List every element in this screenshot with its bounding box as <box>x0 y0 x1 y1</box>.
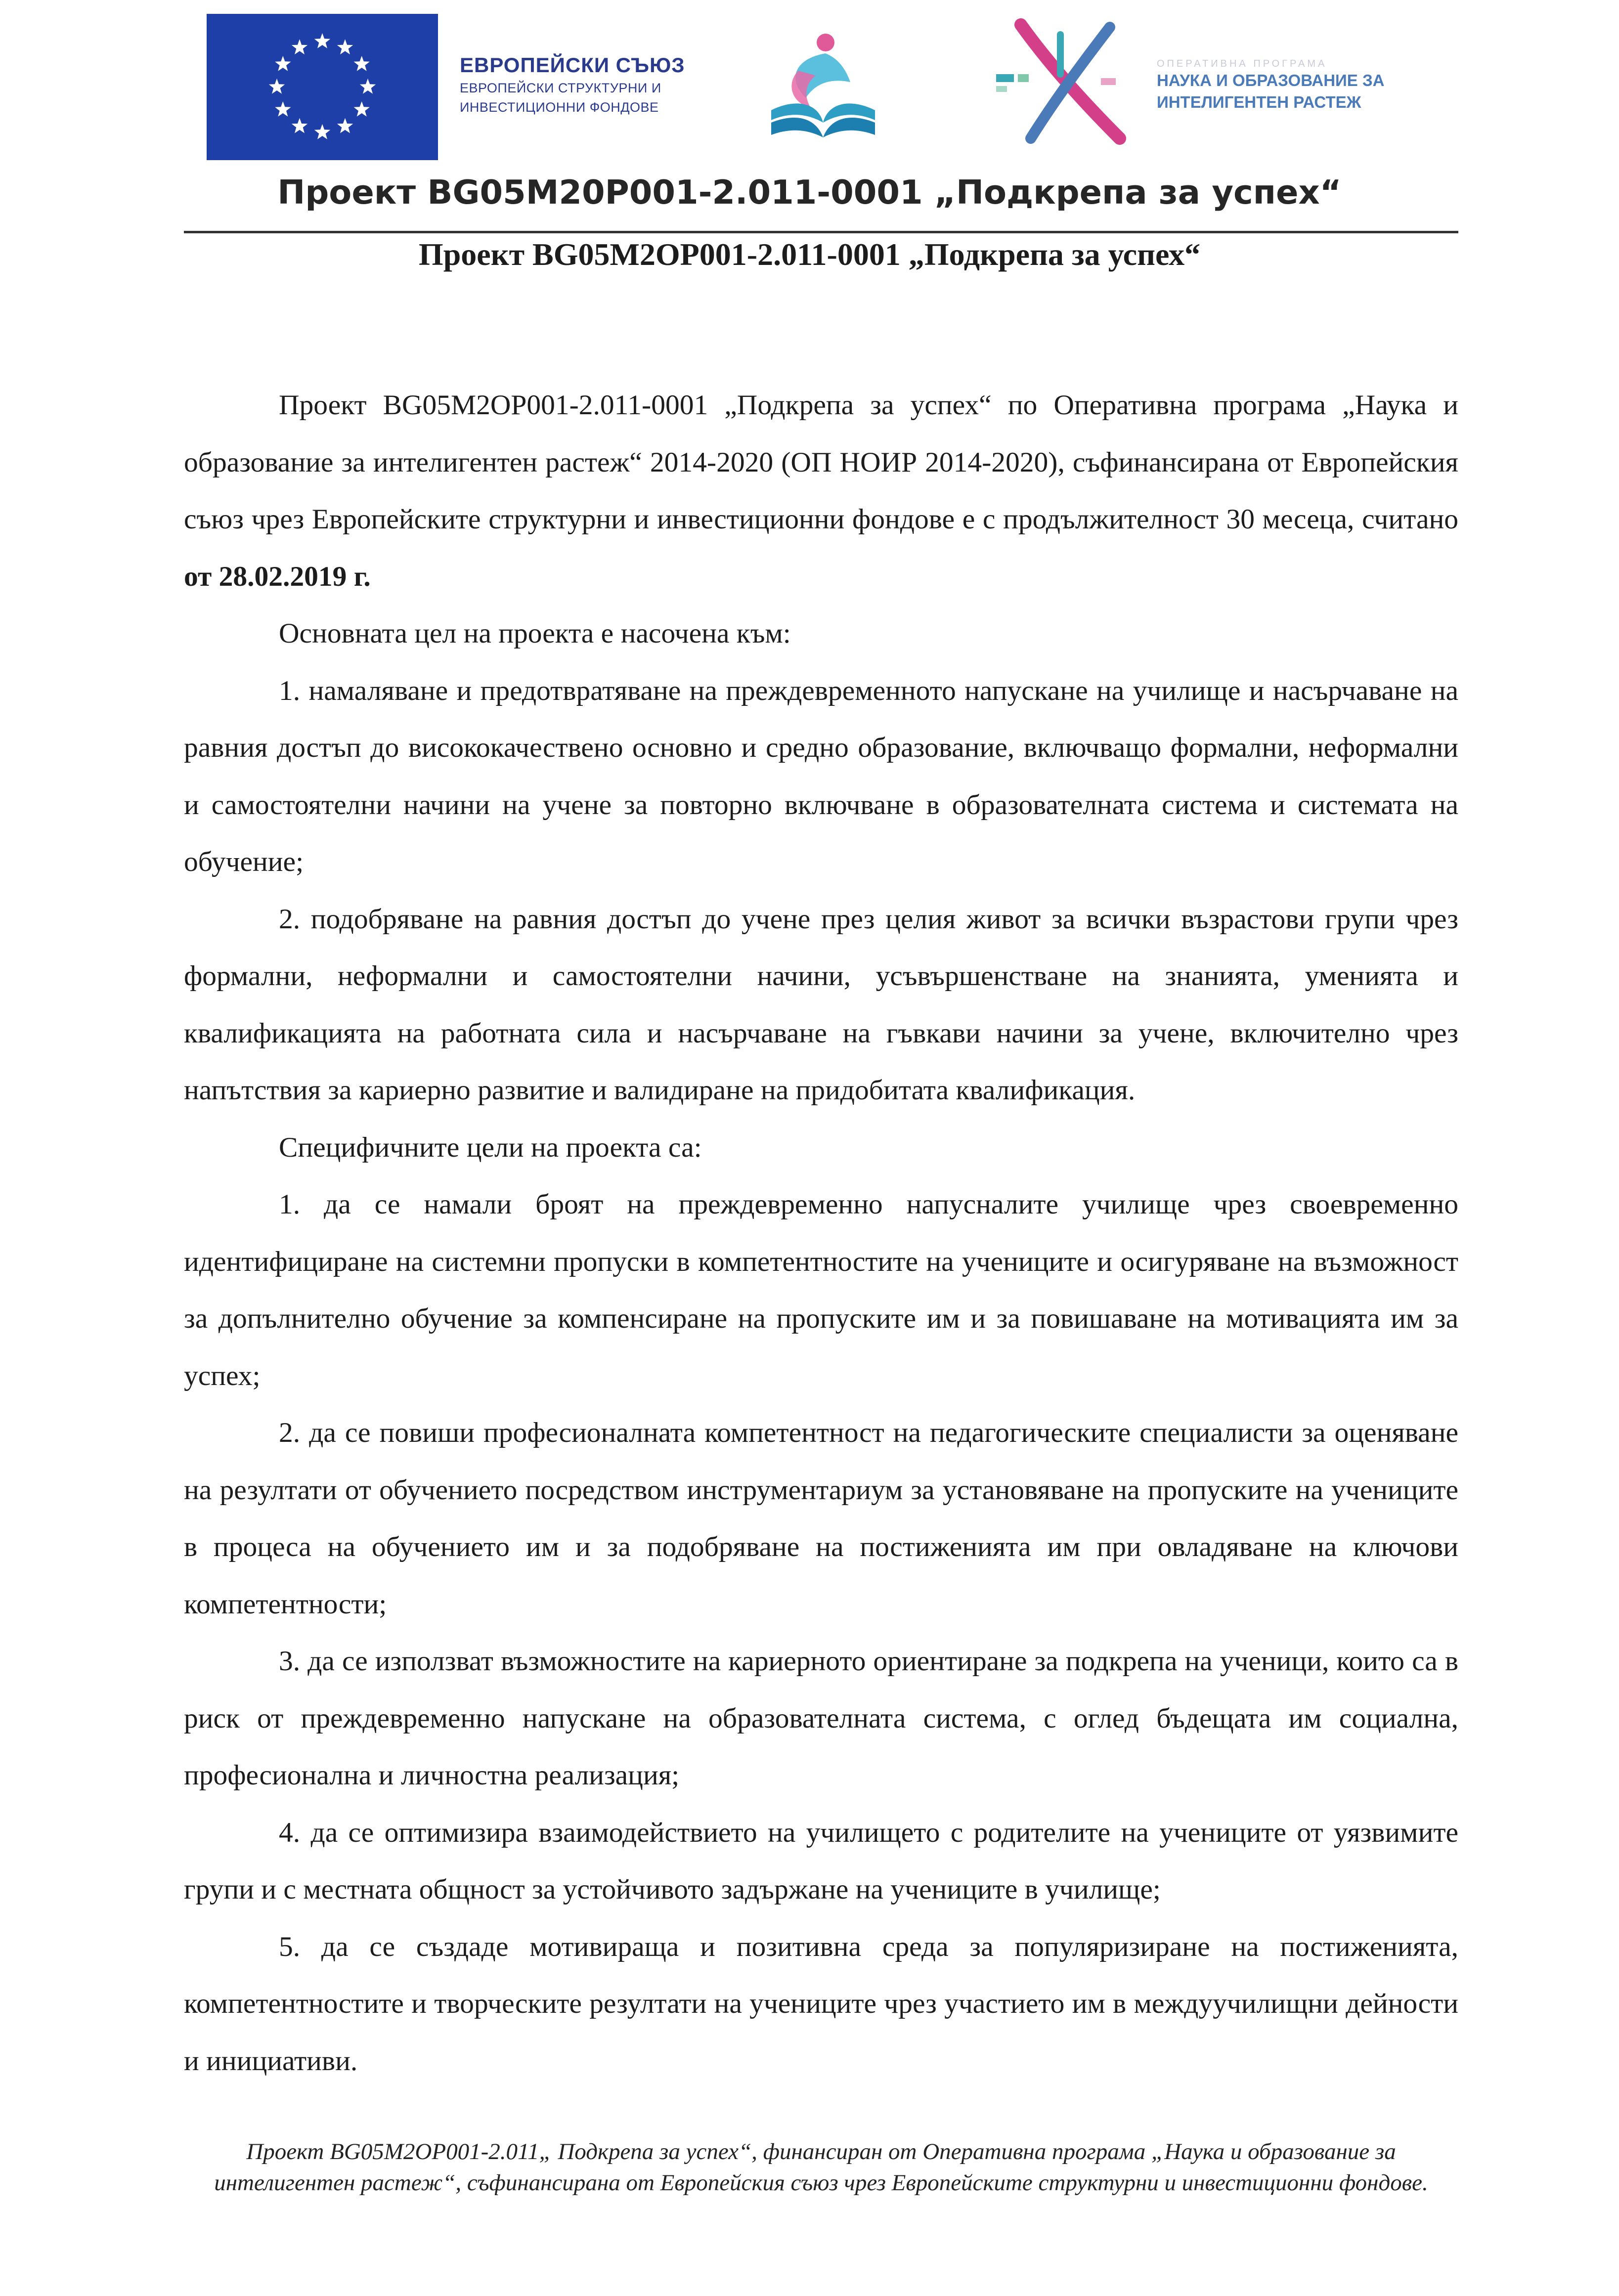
intro-paragraph <box>184 377 1458 605</box>
main-goal-item: 2. подобряване на равния достъп до учене през целия живот за всички възрастови групи чрез формални, неформални и самостоятелни начини, усъвършенстване на знанията, уменията и квалификацията на работната сила и насърчаване на гъвкави начини за учене, включително чрез напътствия за кариерно развитие и валидиране на придобитата квалификация. <box>184 903 1458 1106</box>
intro-date: от 28.02.2019 г. <box>184 561 371 592</box>
header-project-title: Проект BG05M20P001-2.011-0001 „Подкрепа за успех“ <box>277 173 1342 212</box>
intro-text: Проект BG05M2OP001-2.011-0001 „Подкрепа за успех“ по Оперативна програма „Наука и образование за интелигентен растеж“ 2014-2020 (ОП НОИР 2014-2020), съфинансирана от Европейския съюз чрез Европейските структурни и инвестиционни фондове е с продължителност 30 месеца, считано <box>184 390 1458 535</box>
specific-goals-heading: Специфичните цели на проекта са: <box>279 1131 702 1163</box>
document-title: Проект BG05M2OP001-2.011-0001 „Подкрепа за успех“ <box>418 237 1201 272</box>
eu-flag-logo <box>207 14 438 160</box>
eu-logo-text <box>460 53 685 116</box>
main-goal-heading: Основната цел на проекта е насочена към: <box>279 618 791 649</box>
eu-subtitle-2: ИНВЕСТИЦИОННИ ФОНДОВЕ <box>460 100 659 115</box>
specific-goal-item: 4. да се оптимизира взаимодействието на училището с родителите на учениците от уязвимите групи и с местната общност за устойчивото задържане на учениците в училище; <box>184 1817 1458 1905</box>
page-footer: Проект BG05M2OP001-2.011„ Подкрепа за успех“, финансиран от Оперативна програма „Наука и образование за интелигентен растеж“, съфинансирана от Европейския съюз чрез Европейските структурни и инвестиционни фондове. <box>214 2139 1428 2196</box>
book-person-logo-icon <box>751 24 895 157</box>
specific-goal-item: 1. да се намали броят на преждевременно напусналите училище чрез своевременно идентифициране на системни пропуски в компетентностите на учениците и осигуряване на възможност за допълнително обучение за компенсиране на пропуските им и за повишаване на мотивацията им за успех; <box>184 1189 1458 1391</box>
op-top-line: ОПЕРАТИВНА ПРОГРАМА <box>1157 58 1327 69</box>
op-science-education-logo-icon <box>986 15 1144 153</box>
specific-goal-item: 5. да се създаде мотивираща и позитивна среда за популяризиране на постиженията, компетентностите и творческите резултати на учениците чрез участието им в междуучилищни дейности и инициативи. <box>184 1931 1458 2077</box>
header-divider <box>184 231 1458 233</box>
op-line-1: НАУКА И ОБРАЗОВАНИЕ ЗА <box>1157 71 1385 89</box>
op-line-2: ИНТЕЛИГЕНТЕН РАСТЕЖ <box>1157 93 1361 111</box>
eu-title: ЕВРОПЕЙСКИ СЪЮЗ <box>460 53 685 77</box>
op-logo-text <box>1157 58 1384 113</box>
eu-stars-icon <box>207 14 438 160</box>
document-body <box>184 377 1458 2089</box>
specific-goal-item: 3. да се използват възможностите на кариерното ориентиране за подкрепа на ученици, които са в риск от преждевременно напускане на образователната система, с оглед бъдещата им социална, професионална и личностна реализация; <box>184 1646 1458 1791</box>
specific-goal-item: 2. да се повиши професионалната компетентност на педагогическите специалисти за оценяване на резултати от обучението посредством инструментариум за установяване на пропуските на учениците в процеса на обучението им и за подобряване на постиженията им при овладяване на ключови компетентности; <box>184 1417 1458 1620</box>
main-goal-item: 1. намаляване и предотвратяване на преждевременното напускане на училище и насърчаване на равния достъп до висококачествено основно и средно образование, включващо формални, неформални и самостоятелни начини на учене за повторно включване в образователната система и системата на обучение; <box>184 675 1458 877</box>
eu-subtitle-1: ЕВРОПЕЙСКИ СТРУКТУРНИ И <box>460 81 661 95</box>
